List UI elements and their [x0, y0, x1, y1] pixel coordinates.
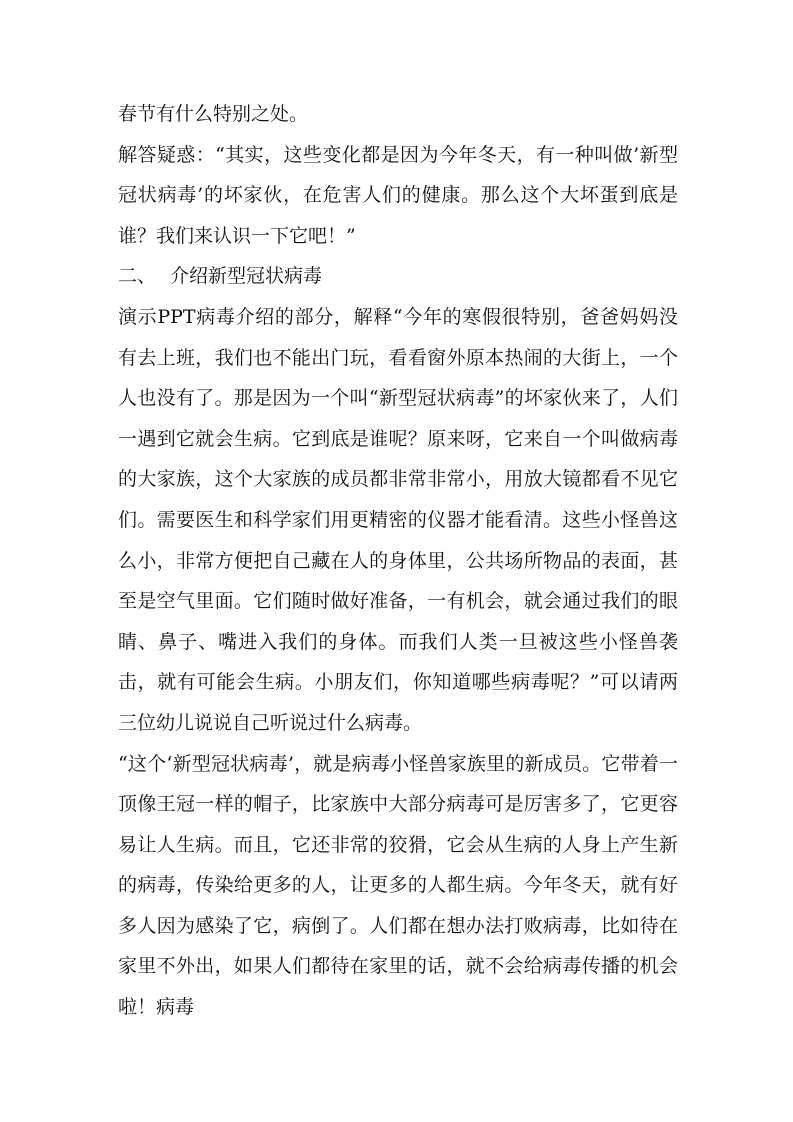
paragraph-new-member: “这个‘新型冠状病毒’，就是病毒小怪兽家族里的新成员。它带着一顶像王冠一样的帽子，比家族中大部分病毒可是厉害多了，它更容易让人生病。而且，它还非常的狡猾，它会从生病的人身上产生新的病毒，传染给更多的人，让更多的人都生病。今年冬天，就有好多人因为感染了它，病倒了。人们都在想办法打败病毒，比如待在家里不外出，如果人们都待在家里的话，就不会给病毒传播的机会啦！病毒	[118, 752, 678, 1019]
paragraph-continuation: 春节有什么特别之处。	[118, 103, 309, 125]
section-title: 介绍新型冠状病毒	[170, 265, 323, 288]
paragraph-ppt-demo: 演示PPT病毒介绍的部分，解释“今年的寒假很特别，爸爸妈妈没有去上班，我们也不能出门玩，看看窗外原本热闹的大街上，一个人也没有了。那是因为一个叫“新型冠状病毒”的坏家伙来了，人们一遇到它就会生病。它到底是谁呢？原来呀，它来自一个叫做病毒的大家族，这个大家族的成员都非常非常小，用放大镜都看不见它们。需要医生和科学家们用更精密的仪器才能看清。这些小怪兽这么小，非常方便把自己藏在人的身体里，公共场所物品的表面，甚至是空气里面。它们随时做好准备，一有机会，就会通过我们的眼睛、鼻子、嘴进入我们的身体。而我们人类一旦被这些小怪兽袭击，就有可能会生病。小朋友们，你知道哪些病毒呢？”可以请两三位幼儿说说自己听说过什么病毒。	[118, 305, 678, 734]
document-body	[118, 94, 678, 1028]
section-number: 二、	[118, 265, 157, 288]
section-heading	[118, 256, 678, 297]
paragraph-answer: 解答疑惑：“其实，这些变化都是因为今年冬天，有一种叫做’新型冠状病毒’的坏家伙，在危害人们的健康。那么这个大坏蛋到底是谁？我们来认识一下它吧！”	[118, 143, 678, 247]
